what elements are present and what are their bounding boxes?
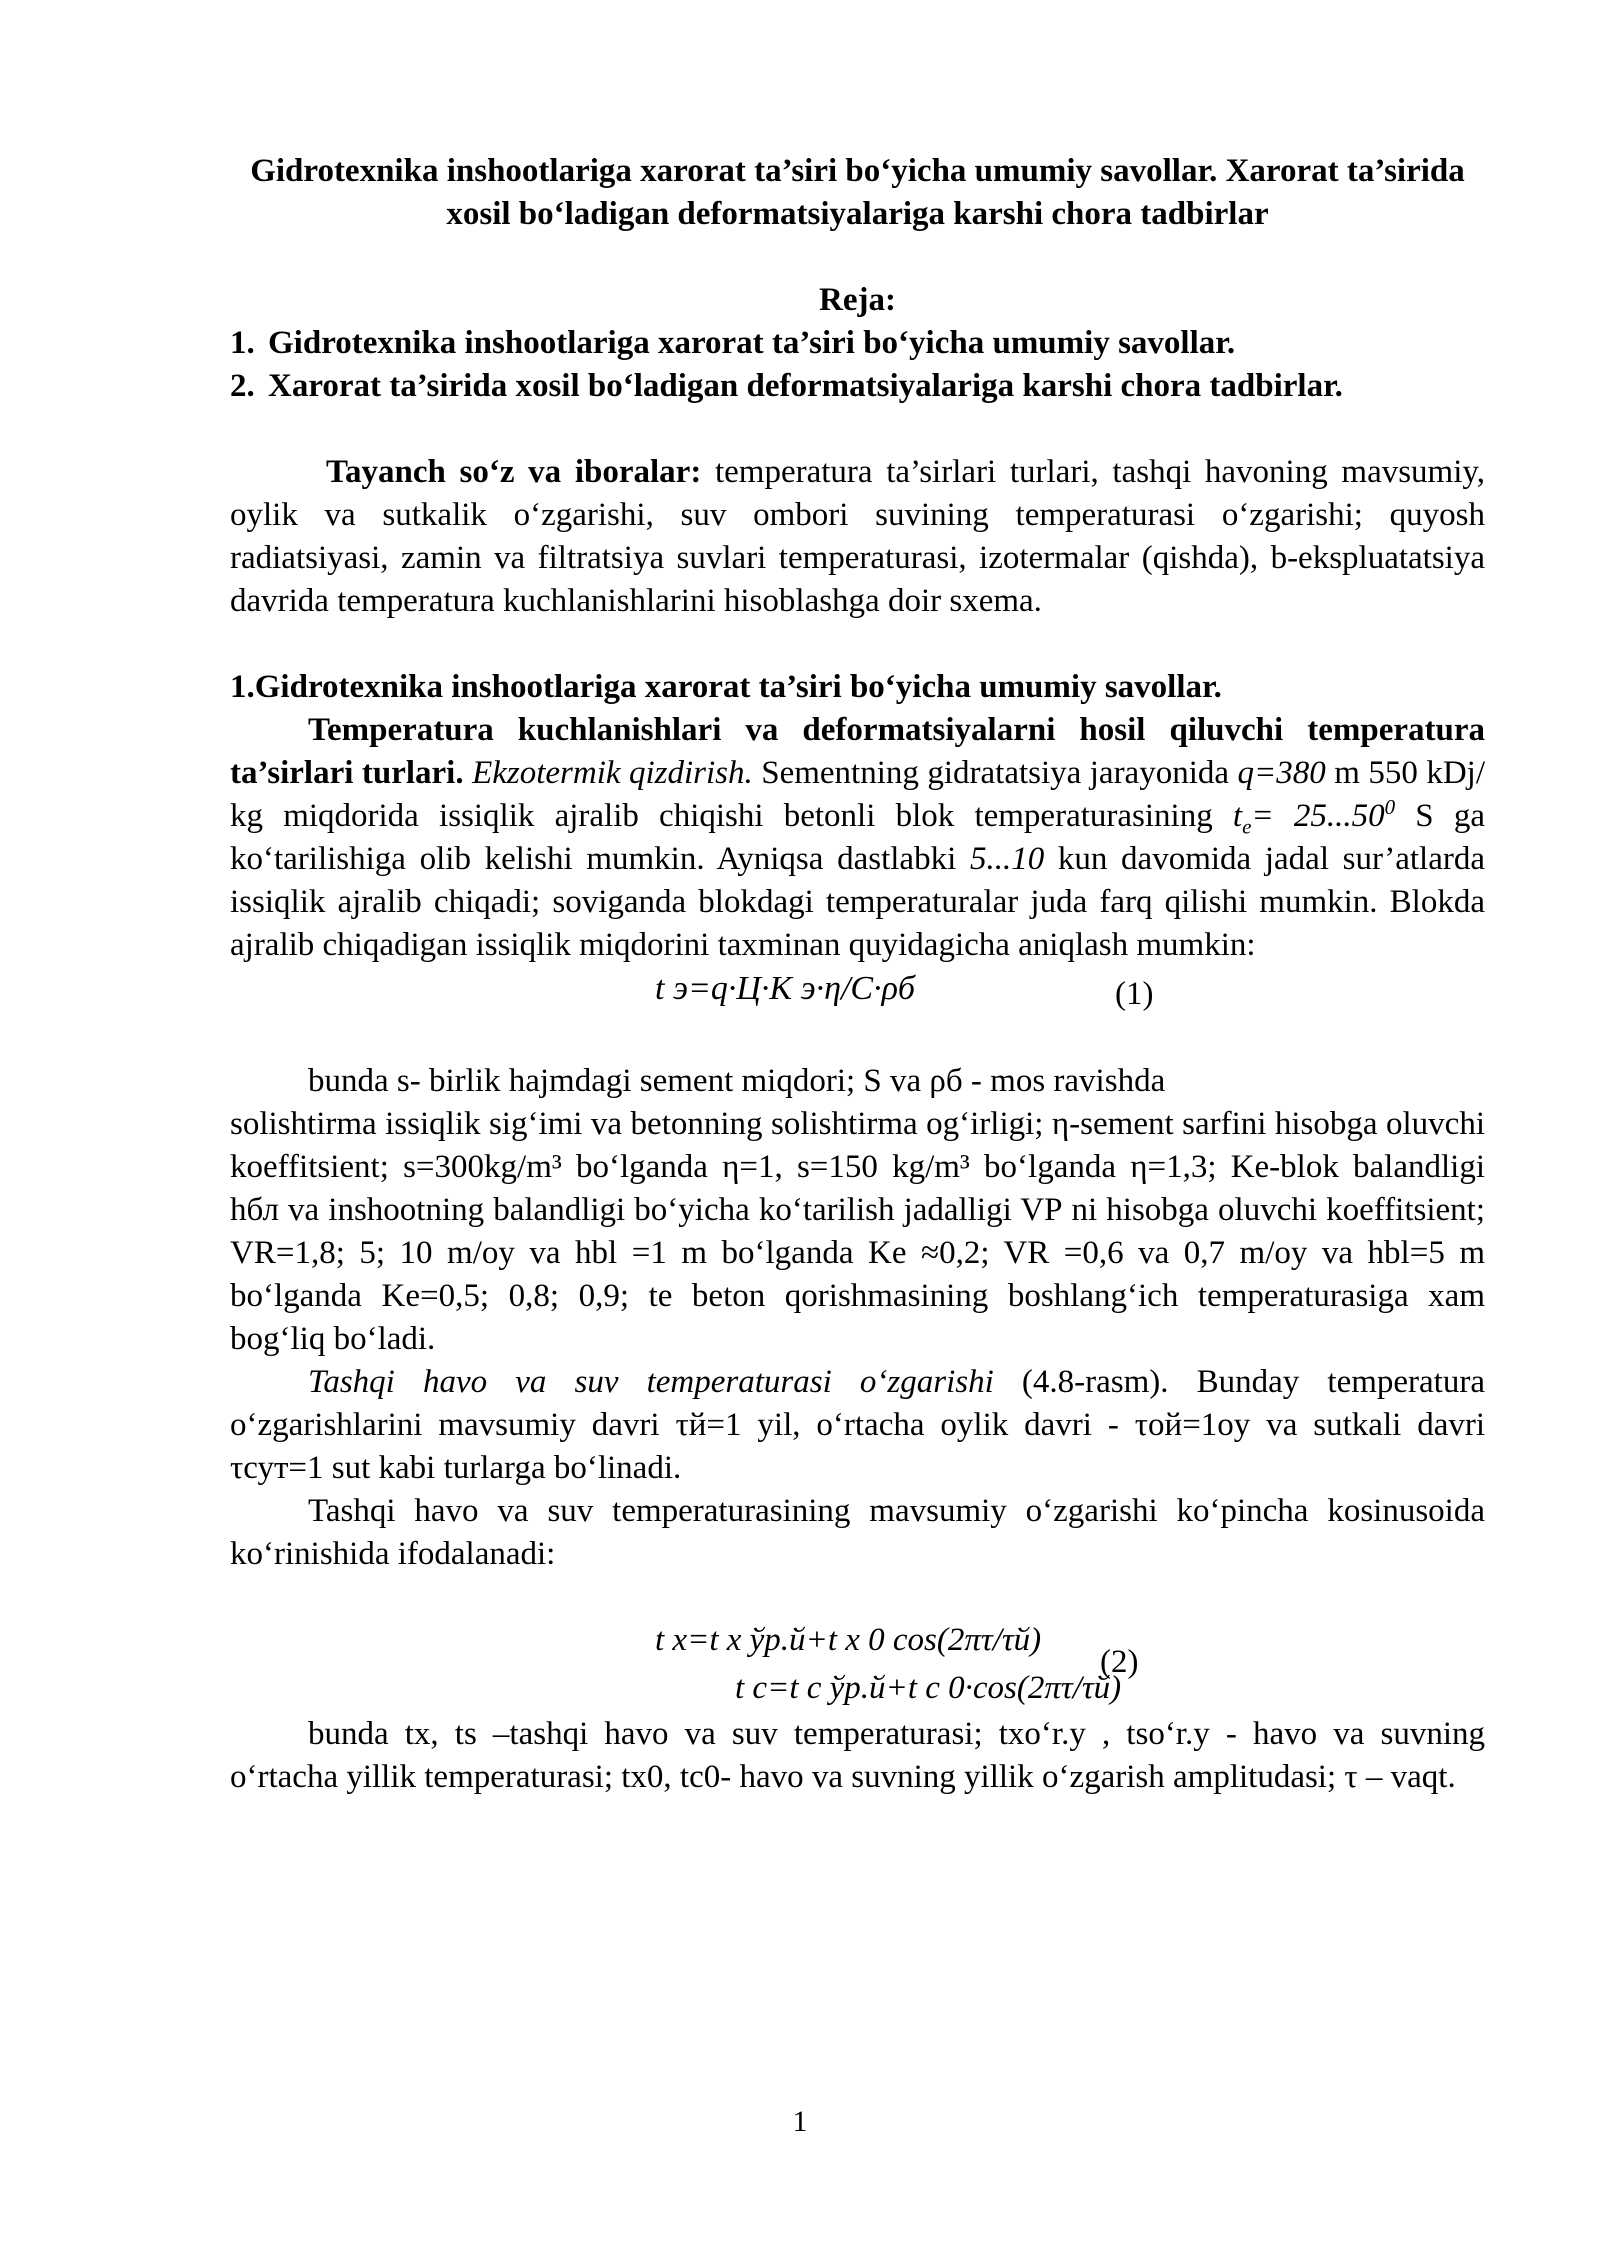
plan-item-2 bbox=[230, 365, 1485, 408]
section-paragraph-1 bbox=[230, 709, 1485, 967]
keywords-paragraph bbox=[230, 451, 1485, 623]
plan-item-text: Xarorat ta’sirida xosil bo‘ladigan deformatsiyalariga karshi chora tadbirlar. bbox=[268, 368, 1343, 404]
paragraph-4: Tashqi havo va suv temperaturasining mavsumiy o‘zgarishi ko‘pincha kosinusoida ko‘rinishida ifodalanadi: bbox=[230, 1493, 1485, 1572]
plan-item-text: Gidrotexnika inshootlariga xarorat ta’siri bo‘yicha umumiy savollar. bbox=[268, 325, 1236, 361]
subsection-heading: Temperatura kuchlanishlari va deformatsiyalarni hosil qiluvchi temperatura ta’sirlari turlari. bbox=[230, 712, 1485, 791]
para-text: kun davomida jadal sur’atlarda issiqlik ajralib chiqadi; soviganda blokdagi temperaturalar juda farq qilishi mumkin. Blokda ajralib chiqadigan issiqlik miqdorini taxminan quyidagicha aniqlash mumkin: bbox=[230, 841, 1485, 963]
paragraph-3-text: (4.8-rasm). Bunday temperatura o‘zgarishlarini mavsumiy davri τй=1 yil, o‘rtacha oylik davri - τой=1oy va sutkali davri τсут=1 sut kabi turlarga bo‘linadi. bbox=[230, 1364, 1485, 1486]
formula-2 bbox=[230, 1619, 1485, 1713]
paragraph-5: bunda tx, ts –tashqi havo va suv temperaturasi; txo‘r.y , tso‘r.y - havo va suvning o‘rtacha yillik temperaturasi; tx0, tc0- havo va suvning yillik o‘zgarish amplitudasi; τ – vaqt. bbox=[230, 1716, 1485, 1795]
degree-superscript: 0 bbox=[1384, 795, 1396, 819]
temp-subscript: e bbox=[1242, 814, 1252, 839]
formula-2-line-1: t x=t x ўр.й+t x 0 cos(2πτ/τй) bbox=[655, 1622, 1042, 1658]
document-page bbox=[230, 150, 1485, 1799]
days-range: 5...10 bbox=[969, 841, 1045, 877]
formula-2-line-2: t c=t c ўр.й+t c 0·cos(2πτ/τй) bbox=[735, 1670, 1122, 1706]
formula-1 bbox=[230, 967, 1485, 1017]
section-heading: 1.Gidrotexnika inshootlariga xarorat ta’siri bo‘yicha umumiy savollar. bbox=[230, 669, 1222, 705]
keywords-label: Tayanch so‘z va iboralar: bbox=[326, 454, 702, 490]
para-text: S ga ko‘tarilishiga olib kelishi mumkin. Ayniqsa dastlabki bbox=[230, 798, 1485, 877]
temp-symbol: t bbox=[1232, 798, 1243, 834]
plan-item-number: 1. bbox=[230, 325, 255, 361]
subsection-italic: Ekzotermik qizdirish. bbox=[472, 755, 753, 791]
paragraph-2-body: solishtirma issiqlik sig‘imi va betonning solishtirma og‘irligi; η-sement sarfini hisobga oluvchi koeffitsient; s=300kg/m³ bo‘lganda η=1, s=150 kg/m³ bo‘lganda η=1,3; Ke-blok balandligi hбл va inshootning balandligi bo‘yicha ko‘tarilish jadalligi VР ni hisobga oluvchi koeffitsient; VR=1,8; 5; 10 m/oy va hbl =1 m bo‘lganda Ke ≈0,2; VR =0,6 va 0,7 m/oy va hbl=5 m bo‘lganda Ke=0,5; 0,8; 0,9; te beton qorishmasining boshlang‘ich temperaturasiga xam bog‘liq bo‘ladi. bbox=[230, 1106, 1485, 1357]
keywords-text: temperatura ta’sirlari turlari, tashqi havoning mavsumiy, oylik va sutkalik o‘zgarishi, suv ombori suvining temperaturasi o‘zgarishi; quyosh radiatsiyasi, zamin va filtratsiya suvlari temperaturasi, izotermalar (qishda), b-ekspluatatsiya davrida temperatura kuchlanishlarini hisoblashga doir sxema. bbox=[230, 454, 1485, 619]
paragraph-3-italic: Tashqi havo va suv temperaturasi o‘zgarishi bbox=[308, 1364, 994, 1400]
formula-2-number: (2) bbox=[1100, 1644, 1139, 1680]
temp-range: = 25...50 bbox=[1251, 798, 1385, 834]
paragraph-3 bbox=[230, 1361, 1485, 1490]
plan-item-number: 2. bbox=[230, 368, 255, 404]
formula-1-number: (1) bbox=[1115, 976, 1154, 1012]
formula-1-expression: t э=q·Ц·K э·η/C·ρб bbox=[655, 970, 916, 1007]
page-title: Gidrotexnika inshootlariga xarorat ta’siri bo‘yicha umumiy savollar. Xarorat ta’sirida xosil bo‘ladigan deformatsiyalariga karshi chora tadbirlar bbox=[250, 153, 1465, 232]
plan-heading: Reja: bbox=[819, 282, 896, 318]
page-number: 1 bbox=[792, 2105, 808, 2138]
heat-value: q=380 bbox=[1237, 755, 1326, 791]
para-text: Sementning gidratatsiya jarayonida bbox=[752, 755, 1238, 791]
para-text: m 550 kDj/ kg miqdorida issiqlik ajralib chiqishi betonli blok temperaturasining bbox=[230, 755, 1486, 834]
paragraph-2-first-line: bunda s- birlik hajmdagi sement miqdori; S va ρб - mos ravishda bbox=[308, 1063, 1166, 1099]
plan-item-1 bbox=[230, 322, 1485, 365]
